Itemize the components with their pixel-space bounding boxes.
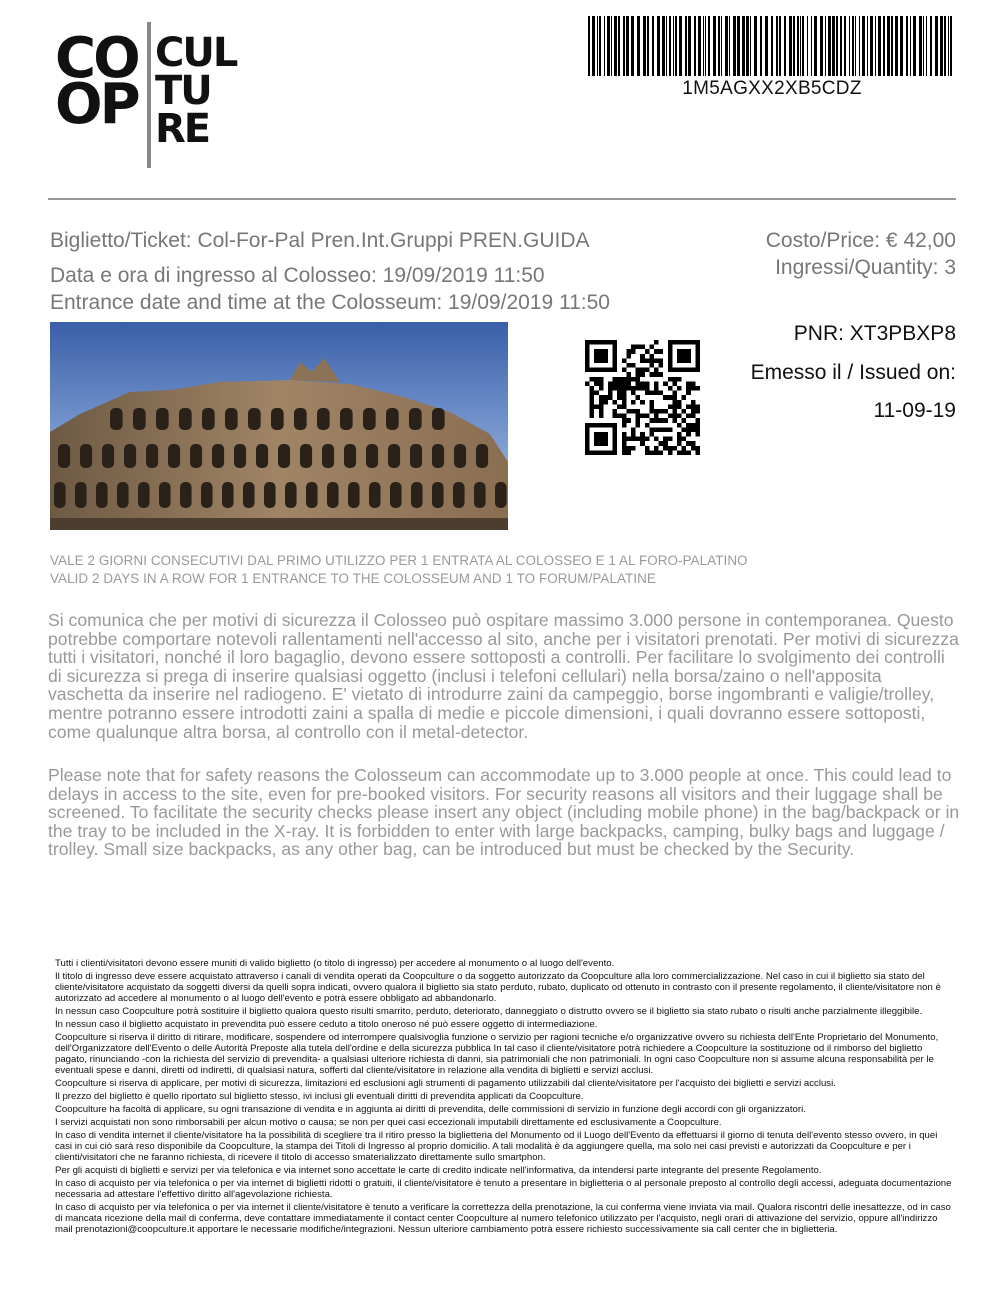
terms-and-conditions <box>55 958 955 1237</box>
logo-divider <box>147 22 151 168</box>
security-notice-en: Please note that for safety reasons the Colosseum can accommodate up to 3.000 people at once. This could lead to delays in access to the site, even for pre-booked visitors. For security reasons all visitors and their luggage shall be screened. To facilitate the security checks please insert any object (including mobile phone) in the bag/backpack or in the tray to be included in the X-ray. It is forbidden to enter with large backpacks, camping, bulky bags and luggage / trolley. Small size backpacks, as any other bag, can be introduced but must be checked by the Security. <box>48 765 960 860</box>
barcode <box>588 16 956 76</box>
terms-item: Coopculture ha facoltà di applicare, su ogni transazione di vendita e in aggiunta ai diritti di prevendita, delle commissioni di servizio in funzione degli accordi con gli organizzatori. <box>55 1104 806 1115</box>
entry-date-en: Entrance date and time at the Colosseum: 19/09/2019 11:50 <box>50 291 610 314</box>
colosseum-photo <box>50 322 508 530</box>
terms-item: In nessun caso Coopculture potrà sostituire il biglietto qualora questo risulti smarrito, perduto, deteriorato, danneggiato o distrutto ovvero se il biglietto sia stato rubato o risulti anche parzialmente illeggibile. <box>55 1006 923 1017</box>
terms-item: In nessun caso il biglietto acquistato in prevendita può essere ceduto a titolo oneroso né può essere oggetto di intermediazione. <box>55 1019 598 1030</box>
ticket-price: Costo/Price: € 42,00 <box>765 229 956 252</box>
validity-it: VALE 2 GIORNI CONSECUTIVI DAL PRIMO UTILIZZO PER 1 ENTRATA AL COLOSSEO E 1 AL FORO-PALATINO <box>50 553 748 568</box>
terms-item: In caso di vendita internet il cliente/visitatore ha la possibilità di scegliere tra il ritiro presso la biglietteria del Monumento od il Luogo dell'Evento da effettuarsi il giorno di tenuta dell'evento stesso ovvero, in quei casi in cui ciò sarà reso disponibile da Coopculture, la stampa dei Titoli di Ingresso al proprio domicilio. A tali modalità è da aggiungere quella, ma solo nei casi previsti e autorizzati da Coopculture e per i clienti/visitatori che ne faranno richiesta, di ricevere il titolo di accesso smaterializzato direttamente sullo smartphon. <box>55 1130 938 1163</box>
security-notice-it: Si comunica che per motivi di sicurezza il Colosseo può ospitare massimo 3.000 persone in contemporanea. Questo potrebbe comportare notevoli rallentamenti nell'accesso al sito, anche per i visitatori prenotati. Per motivi di sicurezza tutti i visitatori, nonché il loro bagaglio, devono essere sottoposti a controlli. Per facilitare lo svolgimento dei controlli di sicurezza si prega di inserire qualsiasi oggetto (inclusi i telefoni cellulari) nella borsa/zaino o nell'apposita vaschetta da inserire nel radiogeno. E' vietato di introdurre zaini da campeggio, borse ingombranti e valigie/trolley, mentre potranno essere introdotti zaini a spalla di medie e piccole dimensioni, i quali dovranno essere sottoposti, come qualunque altra borsa, al controllo con il metal-detector. <box>48 610 959 742</box>
terms-item: Per gli acquisti di biglietti e servizi per via telefonica e via internet sono accettate le carte di credito indicate nell'informativa, da intendersi parte integrante del presente Regolamento. <box>55 1165 822 1176</box>
qr-code <box>585 340 700 455</box>
terms-item: Il prezzo del biglietto è quello riportato sul biglietto stesso, ivi inclusi gli eventuali diritti di prevendita applicati da Coopculture. <box>55 1091 584 1102</box>
logo-letters-right: CUL TU RE <box>155 30 237 152</box>
terms-item: Coopculture si riserva il diritto di ritirare, modificare, sospendere od interrompere qualsivoglia funzione o servizio per ragioni tecniche e/o organizzative ovvero su richiesta dell'Ente Proprietario del Monumento, dell'Organizzatore dell'Evento o delle Autorità Preposte alla tutela dell'ordine e della sicurezza pubblica In tal caso il cliente/visitatore potrà richiedere a Coopculture la sostituzione od il rimborso del biglietto pagato, rinunciando -con la richiesta del servizio di prevendita- a qualsiasi ulteriore richiesta di danni, sia patrimoniali che non patrimoniali. In ogni caso Coopculture non si assume alcuna responsabilità per le eventuali spese e danni, diretti od indiretti, di qualsiasi natura, sofferti dal cliente/visitatore in relazione alla vendita di biglietti e servizi acclusi. <box>55 1032 939 1076</box>
logo-letters-left: CO OP <box>55 26 138 137</box>
pnr-code: PNR: XT3PBXP8 <box>793 322 956 345</box>
terms-item: In caso di acquisto per via telefonica o per via internet di biglietti ridotti o gratuiti, il cliente/visitatore è tenuto a presentare in biglietteria o al personale preposto al controllo degli accessi, adeguata documentazione necessaria ad attestare l'effettivo diritto all'agevolazione richiesta. <box>55 1178 952 1200</box>
terms-item: I servizi acquistati non sono rimborsabili per alcun motivo o causa; se non per quei casi eccezionali imputabili direttamente ed esclusivamente a Coopculture. <box>55 1117 722 1128</box>
ticket-type: Biglietto/Ticket: Col-For-Pal Pren.Int.Gruppi PREN.GUIDA <box>50 229 590 252</box>
issued-date: 11-09-19 <box>873 399 956 422</box>
terms-item: Il titolo di ingresso deve essere acquistato attraverso i canali di vendita operati da Coopculture o da soggetto autorizzato da Coopculture alla loro commercializzazione. Nel caso in cui il biglietto sia stato del cliente/visitatore acquistato da soggetti diversi da quelli sopra indicati, ovvero qualora il biglietto sia stato perduto, rubato, duplicato od ottenuto in contrasto con il presente regolamento, il cliente/visitatore non è autorizzato ad accedere al monumento o al luogo dell'evento e potrà essere obbligato ad abbandonarlo. <box>55 971 941 1004</box>
validity-en: VALID 2 DAYS IN A ROW FOR 1 ENTRANCE TO THE COLOSSEUM AND 1 TO FORUM/PALATINE <box>50 571 656 586</box>
barcode-code: 1M5AGXX2XB5CDZ <box>682 78 862 99</box>
coopculture-logo <box>55 22 237 172</box>
ticket-quantity: Ingressi/Quantity: 3 <box>775 256 956 279</box>
header-divider <box>48 198 956 200</box>
entry-date-it: Data e ora di ingresso al Colosseo: 19/09/2019 11:50 <box>50 264 545 287</box>
terms-item: Coopculture si riserva di applicare, per motivi di sicurezza, limitazioni ed esclusioni agli strumenti di pagamento utilizzabili dal cliente/visitatore per l'acquisto dei biglietti e servizi acclusi. <box>55 1078 836 1089</box>
terms-item: In caso di acquisto per via telefonica o per via internet il cliente/visitatore è tenuto a verificare la correttezza della prenotazione, la cui conferma viene inviata via mail. Qualora riscontri delle inesattezze, od in caso di mancata ricezione della mail di conferma, deve contattare immediatamente il contact center Coopculture al numero telefonico utilizzato per l'acquisto, negli orari di attivazione del servizio, oppure all'indirizzo mail prenotazioni@coopculture.it apportare le necessarie modifiche/integrazioni. Nessun ulteriore cambiamento potrà essere richiesto successivamente sia call center che in biglietteria. <box>55 1202 951 1235</box>
issued-label: Emesso il / Issued on: <box>750 361 956 384</box>
terms-item: Tutti i clienti/visitatori devono essere muniti di valido biglietto (o titolo di ingresso) per accedere al monumento o al luogo dell'evento. <box>55 958 615 969</box>
